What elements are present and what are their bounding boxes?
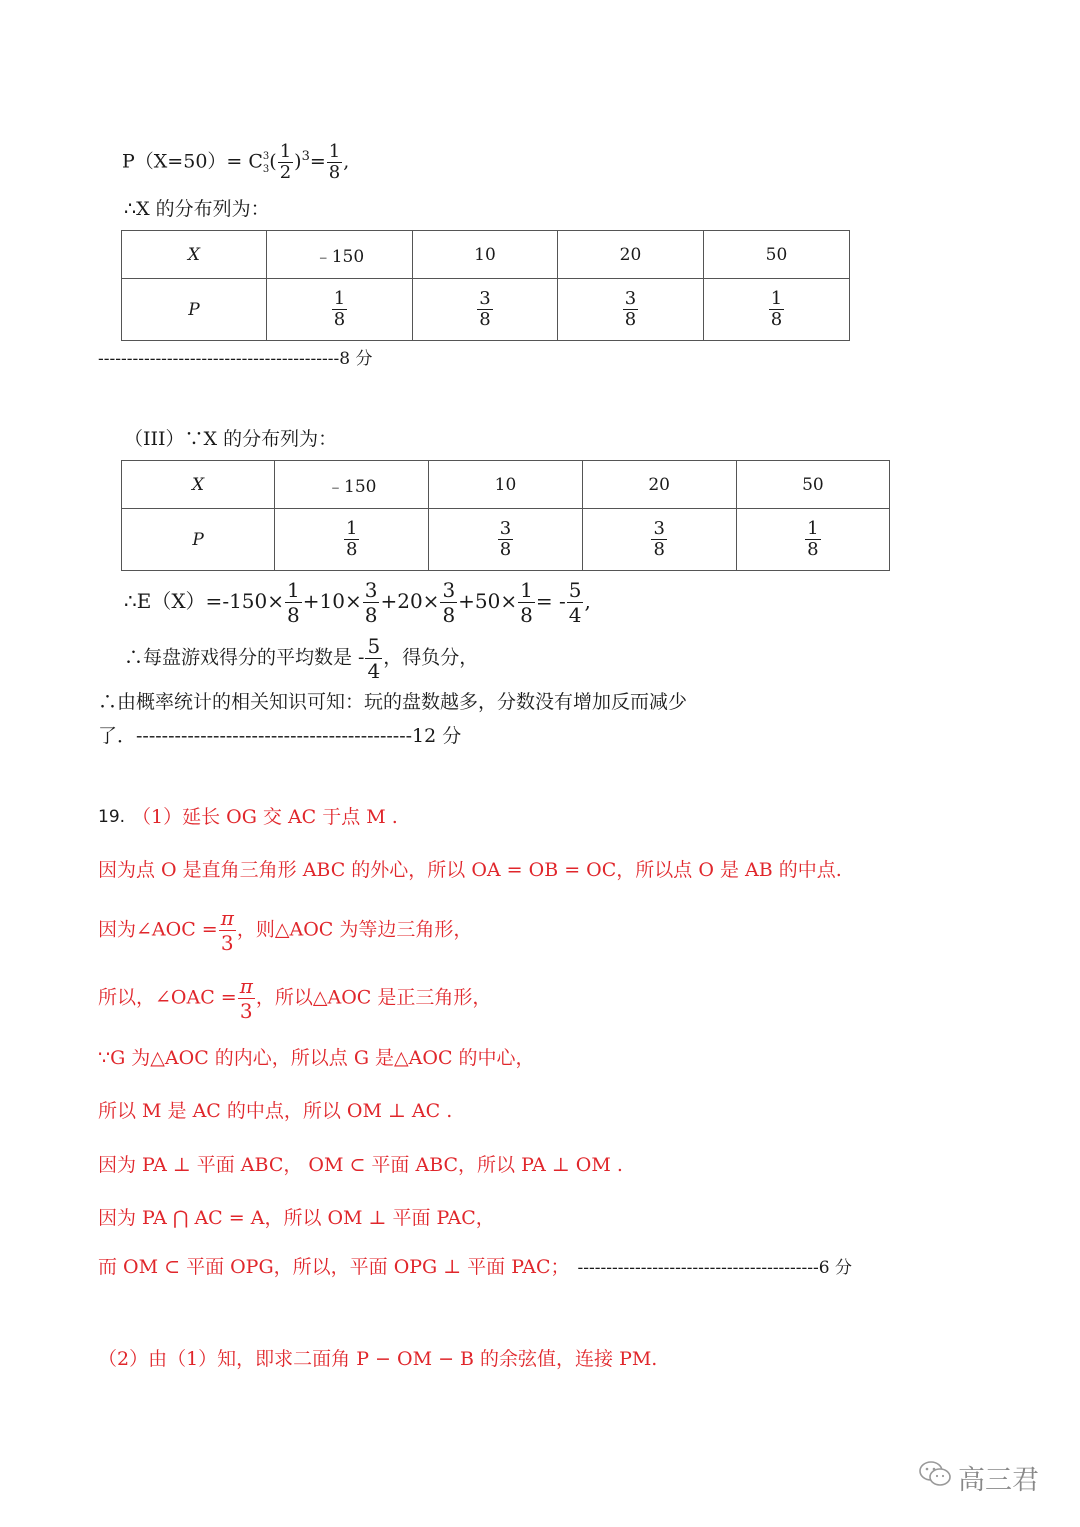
t1-n2: 3: [479, 288, 491, 309]
t2-h2: 10: [429, 461, 582, 509]
ex-end: ,: [584, 589, 591, 613]
t1-p3: [558, 279, 704, 341]
l3-post: ，则△AOC 为等边三角形，: [236, 918, 473, 941]
conclusion-line-2: 了．-------------------------------------------12 分: [98, 725, 462, 747]
half-num: 1: [279, 141, 292, 162]
conclusion-line-1: ∴由概率统计的相关知识可知：玩的盘数越多，分数没有增加反而减少: [98, 691, 688, 713]
t1-n3: 3: [624, 288, 637, 309]
ex-f4d: 8: [520, 603, 533, 627]
ex-f4n: 1: [520, 578, 533, 602]
q19-line-1: （1）延长 OG 交 AC 于点 M .: [132, 806, 398, 828]
q19-line-4: [98, 974, 491, 1023]
t2-h1: ﹣150: [275, 461, 429, 509]
t2-n2: 3: [499, 518, 512, 539]
distribution-table-2: [121, 460, 890, 571]
t2-d4: 8: [807, 539, 819, 560]
p50-lhs: P（X=50）= C: [122, 150, 263, 173]
t1-p2: [413, 279, 558, 341]
dist-intro: ∴X 的分布列为：: [124, 198, 270, 220]
t1-n1: 1: [333, 288, 346, 309]
score-8: ------------------------------------------8 分: [98, 349, 373, 369]
l4-3: 3: [239, 999, 253, 1023]
t1-h4: 50: [703, 231, 849, 279]
ex-f3n: 3: [442, 578, 456, 602]
watermark: [918, 1458, 1039, 1497]
t2-d3: 8: [653, 539, 665, 560]
ex-f3d: 8: [442, 603, 456, 627]
t1-h0: X: [122, 231, 267, 279]
avg-n: 5: [367, 634, 381, 658]
avg-d: 4: [367, 659, 381, 683]
avg-pre: ∴每盘游戏得分的平均数是 -: [124, 646, 365, 669]
t1-d3: 8: [624, 309, 637, 330]
res-frac: [327, 142, 342, 183]
t2-n4: 1: [807, 518, 819, 539]
q19-line-8: 因为 PA ⋂ AC = A，所以 OM ⊥ 平面 PAC，: [98, 1207, 495, 1229]
t2-h4: 50: [736, 461, 889, 509]
q19-line-2: 因为点 O 是直角三角形 ABC 的外心，所以 OA = OB = OC，所以点 O 是 AB 的中点.: [98, 859, 842, 881]
avg-post: ，得负分，: [383, 646, 479, 669]
half-frac: [278, 142, 293, 183]
t2-p-label: P: [122, 509, 275, 571]
q19-part-2: （2）由（1）知，即求二面角 P − OM − B 的余弦值，连接 PM.: [98, 1348, 658, 1370]
watermark-text: 高三君: [958, 1465, 1039, 1496]
ex-t4: +50×: [458, 589, 518, 613]
expectation-formula: [124, 578, 591, 627]
ex-f2d: 8: [364, 603, 378, 627]
t2-h3: 20: [582, 461, 736, 509]
q19-line-7: 因为 PA ⊥ 平面 ABC， OM ⊂ 平面 ABC，所以 PA ⊥ OM .: [98, 1154, 623, 1176]
t1-d1: 8: [333, 309, 346, 330]
t1-p-label: P: [122, 279, 267, 341]
t1-h1: ﹣150: [266, 231, 412, 279]
l4-pre: 所以，∠OAC =: [98, 986, 237, 1009]
p50-end: ,: [343, 150, 350, 173]
t2-d2: 8: [499, 539, 512, 560]
t1-h2: 10: [413, 231, 558, 279]
average-line: [124, 634, 478, 683]
distribution-table-1: [121, 230, 850, 341]
res-den: 8: [328, 162, 341, 183]
l9-text: 而 OM ⊂ 平面 OPG，所以，平面 OPG ⊥ 平面 PAC；: [98, 1256, 570, 1278]
q19-number: 19.: [98, 807, 126, 827]
l3-pi: π: [220, 906, 234, 930]
ex-eq: = -: [535, 589, 566, 613]
t2-d1: 8: [346, 539, 358, 560]
t2-h0: X: [122, 461, 275, 509]
ex-t3: +20×: [380, 589, 440, 613]
t2-n1: 1: [346, 518, 358, 539]
q19-line-6: 所以 M 是 AC 的中点，所以 OM ⊥ AC .: [98, 1100, 453, 1122]
t2-p4: [736, 509, 889, 571]
t1-h3: 20: [558, 231, 704, 279]
t2-n3: 3: [653, 518, 665, 539]
part3-intro: （III）∵X 的分布列为：: [124, 428, 338, 450]
comb-sup: 3: [262, 150, 270, 162]
comb-sub: 3: [262, 163, 270, 175]
ex-rn: 5: [568, 578, 582, 602]
t2-p1: [275, 509, 429, 571]
t2-p3: [582, 509, 736, 571]
l3-3: 3: [220, 931, 234, 955]
t1-p4: [703, 279, 849, 341]
res-num: 1: [328, 141, 341, 162]
q19-line-5: ∵G 为△AOC 的内心，所以点 G 是△AOC 的中心，: [98, 1047, 535, 1069]
q19-line-3: [98, 906, 472, 955]
pow: 3: [301, 149, 310, 165]
ex-t2: +10×: [302, 589, 362, 613]
l4-pi: π: [239, 974, 253, 998]
wechat-icon: [918, 1460, 952, 1495]
ex-f1d: 8: [287, 603, 300, 627]
ex-lhs: ∴E（X）=: [124, 589, 223, 613]
t1-p1: [266, 279, 412, 341]
half-den: 2: [279, 162, 292, 183]
ex-t1: -150×: [222, 589, 285, 613]
q19-line-9: [98, 1254, 852, 1281]
t2-p2: [429, 509, 582, 571]
ex-rd: 4: [568, 603, 582, 627]
ex-f2n: 3: [364, 578, 378, 602]
score-6: ------------------------------------------6 分: [577, 1258, 852, 1278]
l3-pre: 因为∠AOC =: [98, 918, 218, 941]
t1-n4: 1: [770, 288, 783, 309]
l4-post: ，所以△AOC 是正三角形，: [255, 986, 492, 1009]
ex-f1n: 1: [287, 578, 300, 602]
t1-d4: 8: [770, 309, 783, 330]
p50-formula: P（X=50）= C 3 3 ( $\frac{1}{2}$ )$^3$= $\frac{1}{8}$ ,: [122, 141, 350, 183]
t1-d2: 8: [479, 309, 491, 330]
